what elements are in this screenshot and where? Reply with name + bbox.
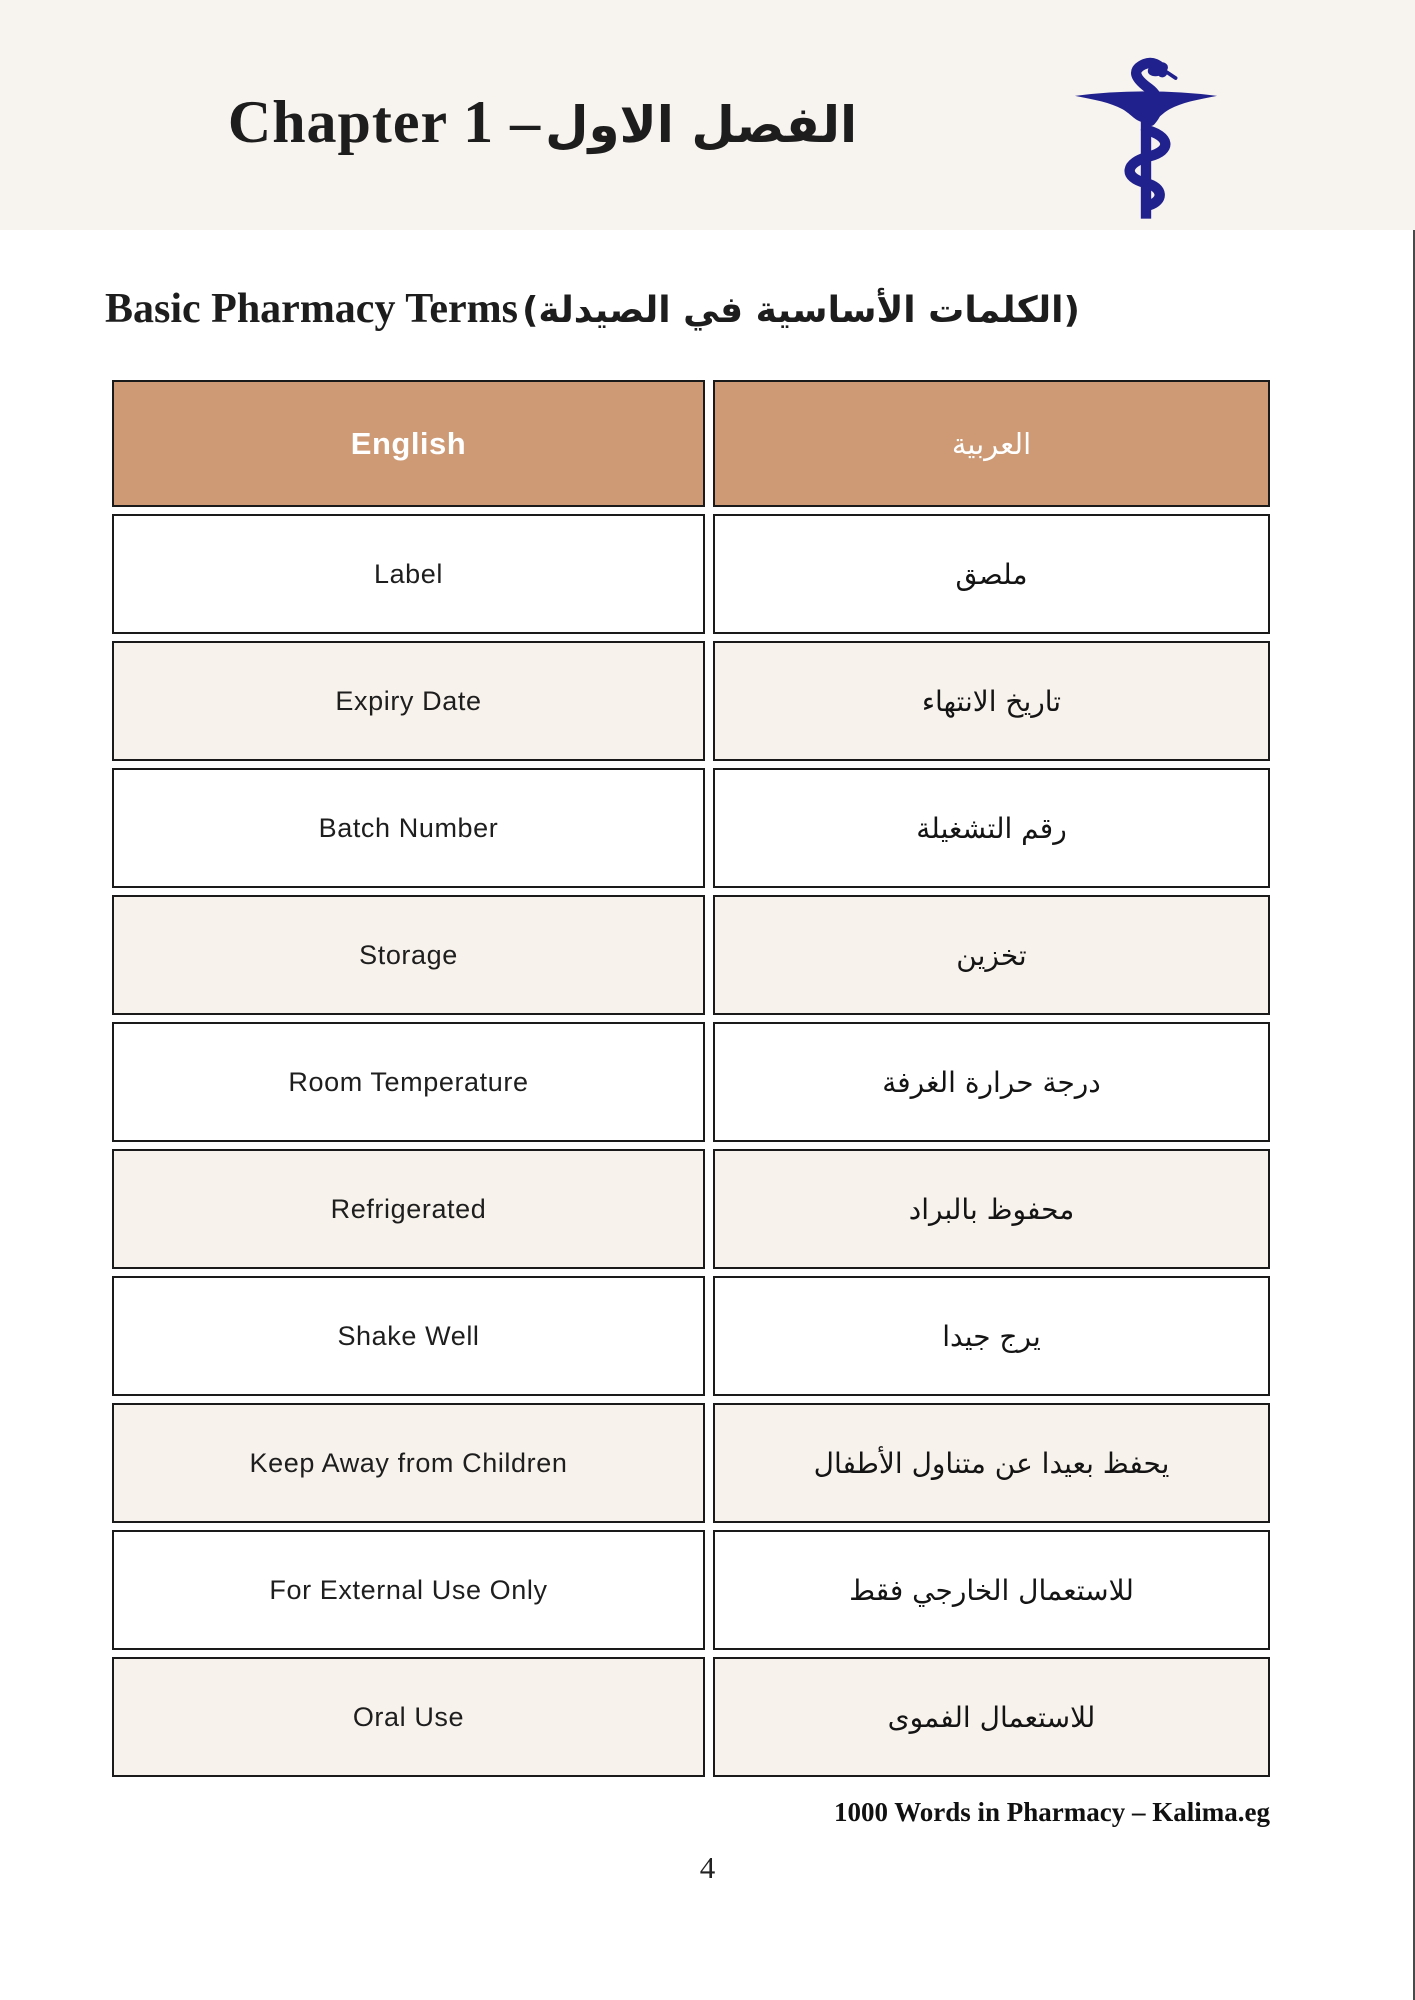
page-number: 4 (699, 1850, 716, 1886)
subtitle-arabic: (الكلمات الأساسية في الصيدلة) (521, 290, 1080, 331)
term-arabic: تخزين (713, 895, 1270, 1015)
term-english: Refrigerated (112, 1149, 705, 1269)
vocabulary-table (112, 380, 1270, 1777)
table-row (112, 1022, 1270, 1142)
term-arabic: يحفظ بعيدا عن متناول الأطفال (713, 1403, 1270, 1523)
term-arabic: ملصق (713, 514, 1270, 634)
chapter-title-english: Chapter 1 – (227, 89, 542, 155)
chapter-title-arabic: الفصل الاول (545, 96, 858, 154)
term-english: Storage (112, 895, 705, 1015)
table-row (112, 1403, 1270, 1523)
chapter-title (0, 88, 1085, 157)
term-arabic: يرج جيدا (713, 1276, 1270, 1396)
term-arabic: درجة حرارة الغرفة (713, 1022, 1270, 1142)
term-english: For External Use Only (112, 1530, 705, 1650)
table-row (112, 768, 1270, 888)
term-arabic: محفوظ بالبراد (713, 1149, 1270, 1269)
table-row (112, 1149, 1270, 1269)
table-row (112, 1530, 1270, 1650)
term-english: Oral Use (112, 1657, 705, 1777)
term-english: Keep Away from Children (112, 1403, 705, 1523)
table-row (112, 514, 1270, 634)
bowl-of-hygieia-icon (1072, 52, 1220, 224)
term-arabic: للاستعمال الخارجي فقط (713, 1530, 1270, 1650)
footer-credit: 1000 Words in Pharmacy – Kalima.eg (834, 1797, 1270, 1828)
table-row (112, 1276, 1270, 1396)
table-row (112, 641, 1270, 761)
term-arabic: للاستعمال الفموى (713, 1657, 1270, 1777)
term-arabic: تاريخ الانتهاء (713, 641, 1270, 761)
table-row (112, 1657, 1270, 1777)
table-body (112, 514, 1270, 1777)
term-english: Label (112, 514, 705, 634)
table-row (112, 895, 1270, 1015)
term-english: Batch Number (112, 768, 705, 888)
term-english: Expiry Date (112, 641, 705, 761)
term-english: Shake Well (112, 1276, 705, 1396)
subtitle-english: Basic Pharmacy Terms (105, 286, 518, 332)
table-header-row (112, 380, 1270, 507)
term-english: Room Temperature (112, 1022, 705, 1142)
table-header-english: English (112, 380, 705, 507)
page-subtitle (105, 286, 1415, 332)
table-header-arabic: العربية (713, 380, 1270, 507)
chapter-header-band (0, 0, 1415, 230)
term-arabic: رقم التشغيلة (713, 768, 1270, 888)
